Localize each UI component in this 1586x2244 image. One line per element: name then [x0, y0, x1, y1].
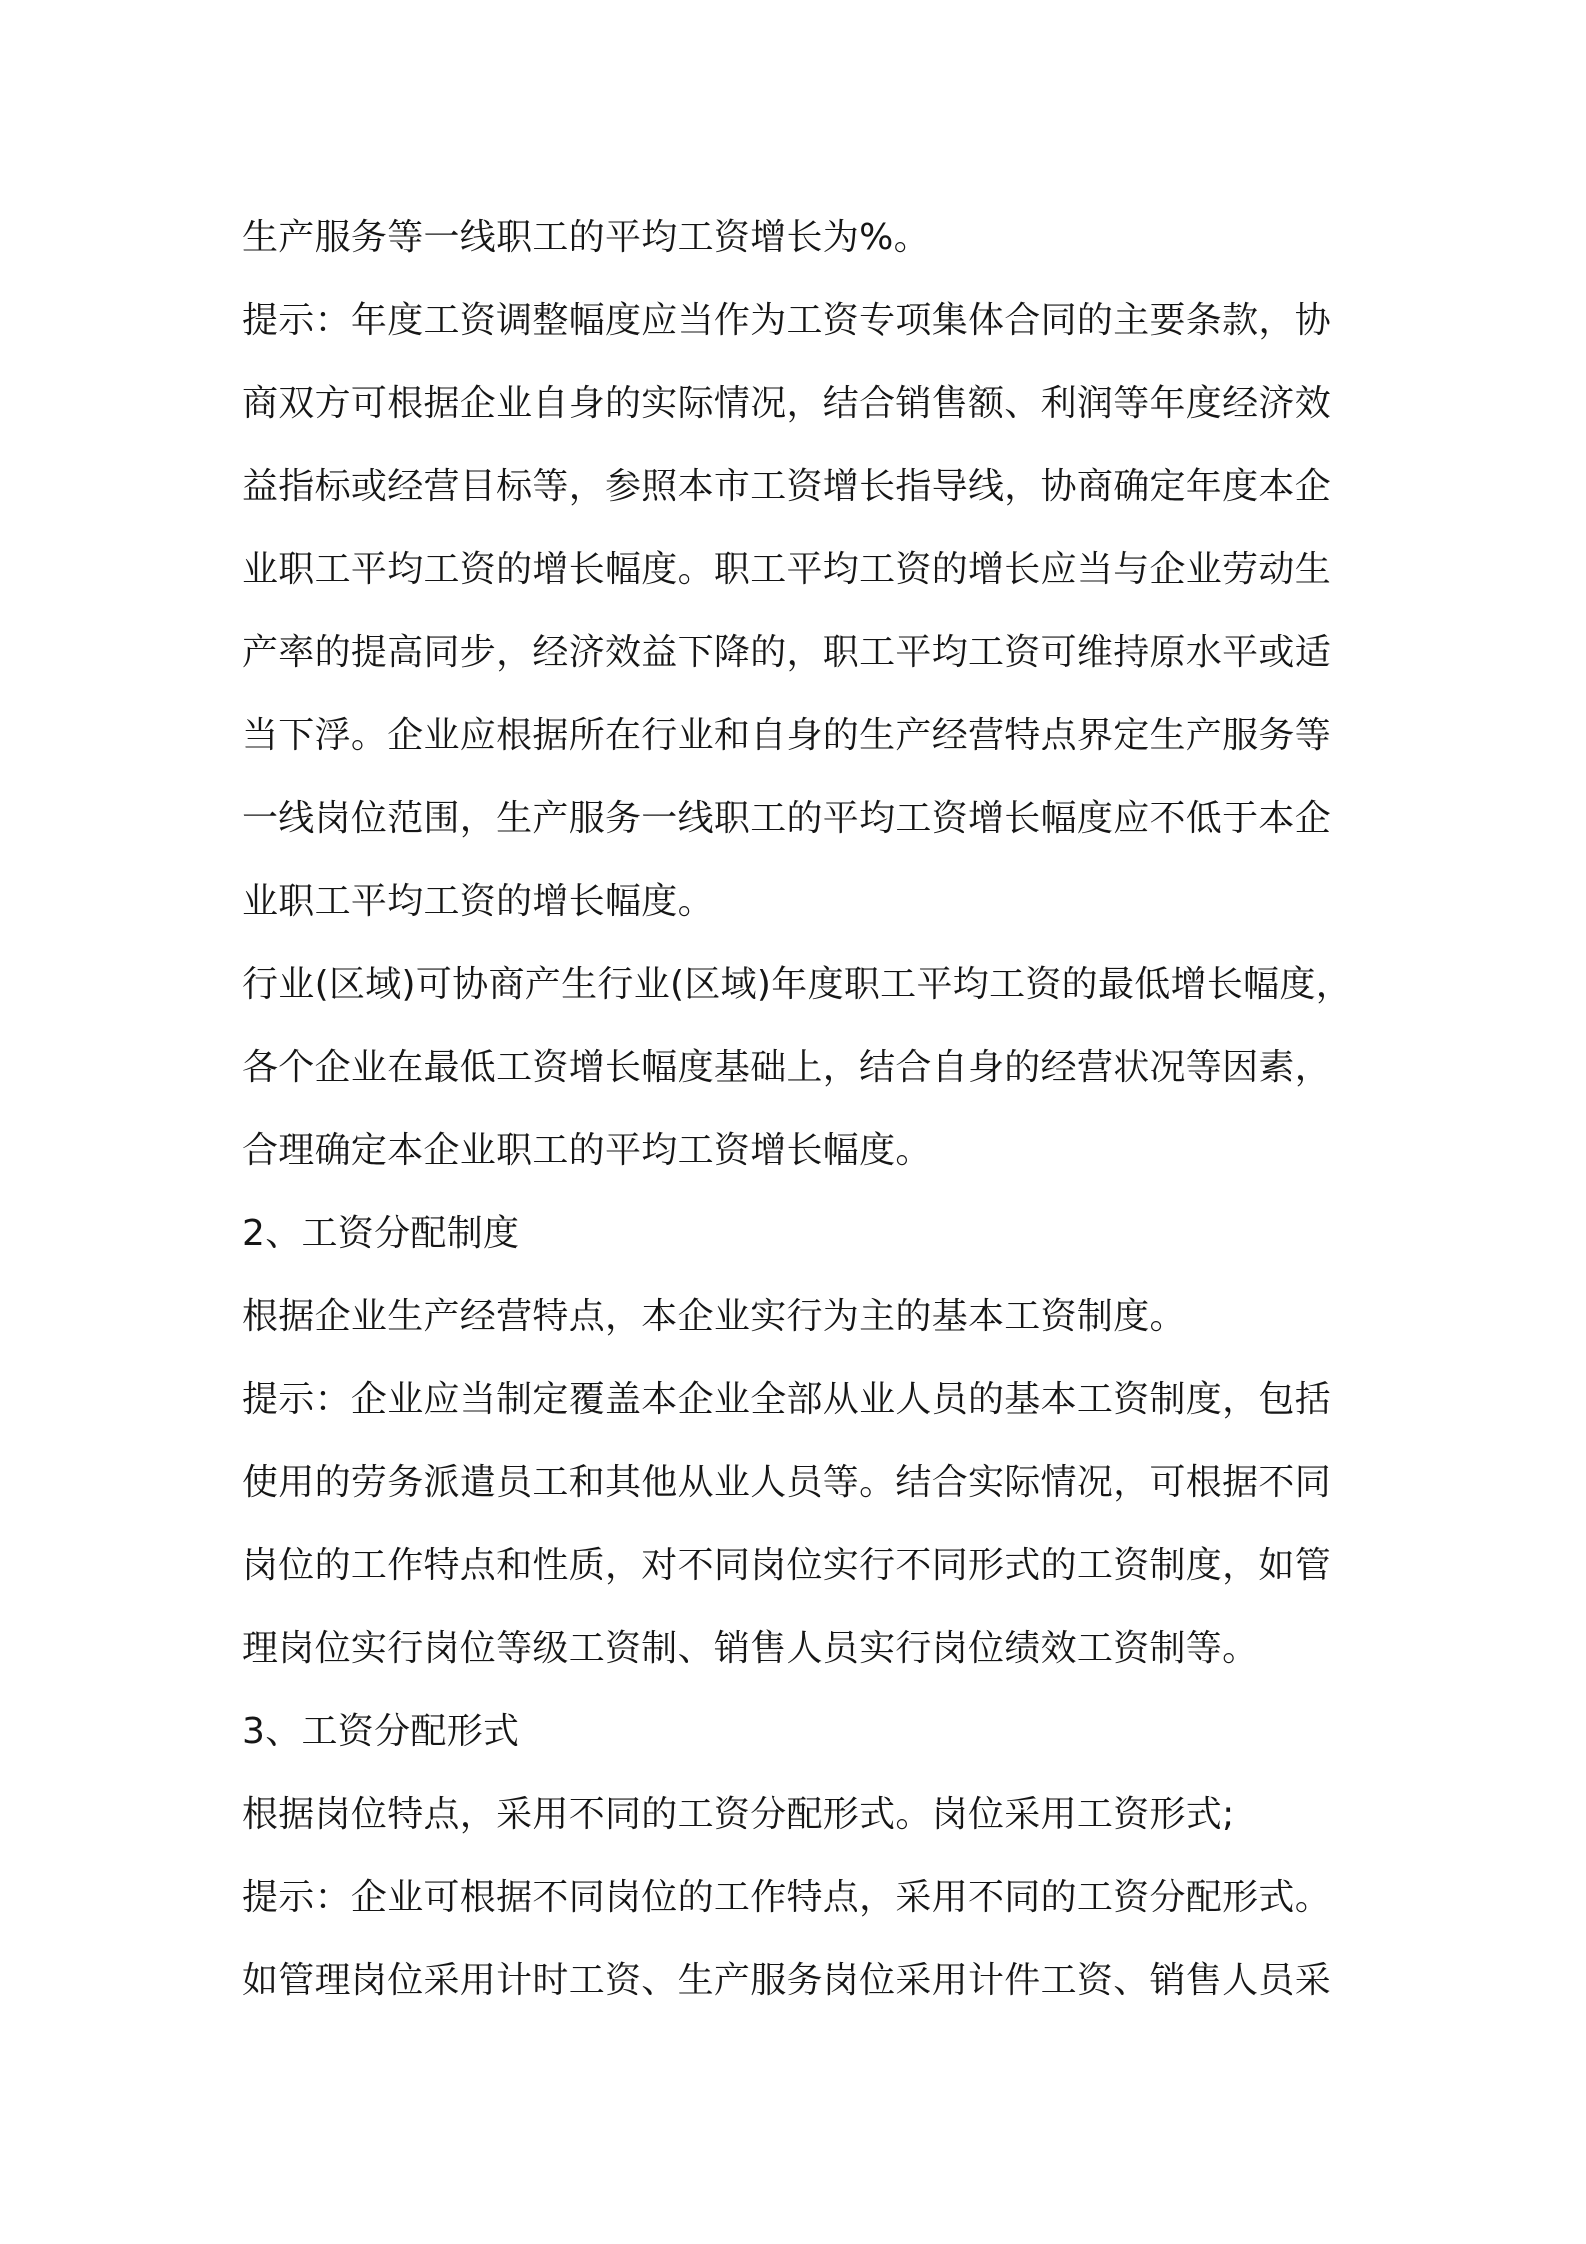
- text-line: 根据企业生产经营特点，本企业实行为主的基本工资制度。: [242, 1296, 1186, 1337]
- text-line: 商双方可根据企业自身的实际情况，结合销售额、利润等年度经济效: [242, 383, 1332, 424]
- text-line: 根据岗位特点，采用不同的工资分配形式。岗位采用工资形式;: [242, 1794, 1235, 1835]
- text-line: 提示：企业可根据不同岗位的工作特点，采用不同的工资分配形式。: [242, 1877, 1332, 1918]
- text-line: 行业(区域)可协商产生行业(区域)年度职工平均工资的最低增长幅度，: [242, 964, 1353, 1005]
- text-line: 提示：年度工资调整幅度应当作为工资专项集体合同的主要条款，协: [242, 300, 1332, 341]
- section-heading: 2、工资分配制度: [242, 1213, 520, 1254]
- text-line: 如管理岗位采用计时工资、生产服务岗位采用计件工资、销售人员采: [242, 1960, 1332, 2001]
- text-line: 各个企业在最低工资增长幅度基础上，结合自身的经营状况等因素，: [242, 1047, 1332, 1088]
- text-line: 一线岗位范围，生产服务一线职工的平均工资增长幅度应不低于本企: [242, 798, 1332, 839]
- section-heading: 3、工资分配形式: [242, 1711, 520, 1752]
- text-line: 益指标或经营目标等，参照本市工资增长指导线，协商确定年度本企: [242, 466, 1332, 507]
- text-line: 产率的提高同步，经济效益下降的，职工平均工资可维持原水平或适: [242, 632, 1332, 673]
- text-line: 岗位的工作特点和性质，对不同岗位实行不同形式的工资制度，如管: [242, 1545, 1332, 1586]
- text-line: 生产服务等一线职工的平均工资增长为%。: [242, 217, 930, 258]
- text-line: 当下浮。企业应根据所在行业和自身的生产经营特点界定生产服务等: [242, 715, 1332, 756]
- text-line: 合理确定本企业职工的平均工资增长幅度。: [242, 1130, 932, 1171]
- text-line: 业职工平均工资的增长幅度。职工平均工资的增长应当与企业劳动生: [242, 549, 1332, 590]
- document-body: [242, 196, 1362, 2022]
- text-line: 业职工平均工资的增长幅度。: [242, 881, 714, 922]
- text-line: 提示：企业应当制定覆盖本企业全部从业人员的基本工资制度，包括: [242, 1379, 1332, 1420]
- text-line: 理岗位实行岗位等级工资制、销售人员实行岗位绩效工资制等。: [242, 1628, 1259, 1669]
- text-line: 使用的劳务派遣员工和其他从业人员等。结合实际情况，可根据不同: [242, 1462, 1332, 1503]
